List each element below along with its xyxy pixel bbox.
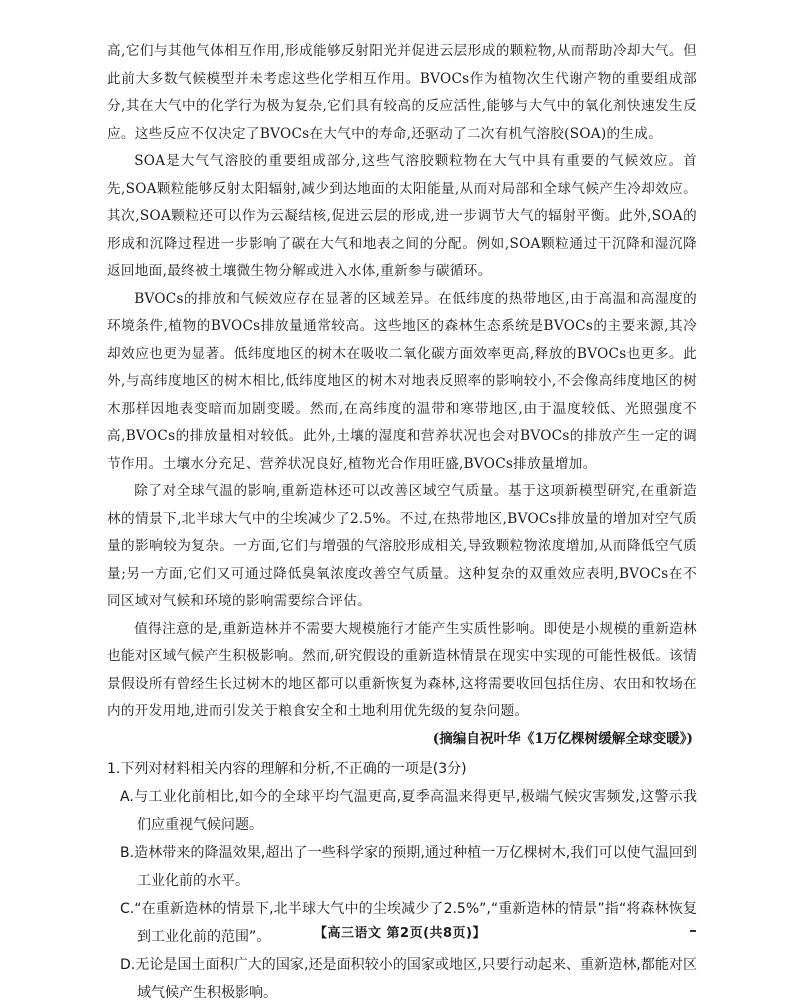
article-source: (摘编自祝叶华《1万亿棵树缓解全球变暖》): [432, 730, 693, 747]
question-1: [107, 755, 697, 1007]
paragraph-5: 值得注意的是,重新造林并不需要大规模施行才能产生实质性影响。即使是小规模的重新造林也能对区域气候产生积极影响。然而,研究假设的重新造林情景在现实中实现的可能性极低。该情景假设所有曾经生长过树木的地区都可以重新恢复为森林,这将需要收回包括住房、农田和牧场在内的开发用地,进而引发关于粮食安全和土地利用优先级的复杂问题。: [107, 620, 697, 719]
option-c: C.“在重新造林的情景下,北半球大气中的尘埃减少了2.5%”,“重新造林的情景”指“将森林恢复到工业化前的范围”。: [120, 901, 697, 945]
option-b: B.造林带来的降温效果,超出了一些科学家的预期,通过种植一万亿棵树木,我们可以使气温回到工业化前的水平。: [120, 845, 697, 889]
document-page: [107, 38, 697, 1007]
corner-mark: [690, 930, 696, 932]
paragraph-2: SOA是大气气溶胶的重要组成部分,这些气溶胶颗粒物在大气中具有重要的气候效应。首先,SOA颗粒能够反射太阳辐射,减少到达地面的太阳能量,从而对局部和全球气候产生冷却效应。其次,SOA颗粒还可以作为云凝结核,促进云层的形成,进一步调节大气的辐射平衡。此外,SOA的形成和沉降过程进一步影响了碳在大气和地表之间的分配。例如,SOA颗粒通过干沉降和湿沉降返回地面,最终被土壤微生物分解或进入水体,重新参与碳循环。: [107, 153, 697, 279]
question-stem: 1.下列对材料相关内容的理解和分析,不正确的一项是(3分): [107, 761, 467, 777]
paragraph-1: 高,它们与其他气体相互作用,形成能够反射阳光并促进云层形成的颗粒物,从而帮助冷却大气。但此前大多数气候模型并未考虑这些化学相互作用。BVOCs作为植物次生代谢产物的重要组成部分,其在大气中的化学行为极为复杂,它们具有较高的反应活性,能够与大气中的氧化剂快速发生反应。这些反应不仅决定了BVOCs在大气中的寿命,还驱动了二次有机气溶胶(SOA)的生成。: [107, 43, 697, 142]
page-footer: 【高三语文 第2页(共8页)】: [314, 926, 486, 941]
article-body: [107, 38, 697, 753]
paragraph-4: 除了对全球气温的影响,重新造林还可以改善区域空气质量。基于这项新模型研究,在重新造林的情景下,北半球大气中的尘埃减少了2.5%。不过,在热带地区,BVOCs排放量的增加对空气质量的影响较为复杂。一方面,它们与增强的气溶胶形成相关,导致颗粒物浓度增加,从而降低空气质量;另一方面,它们又可通过降低臭氧浓度改善空气质量。这种复杂的双重效应表明,BVOCs在不同区域对气候和环境的影响需要综合评估。: [107, 483, 697, 609]
option-a: A.与工业化前相比,如今的全球平均气温更高,夏季高温来得更早,极端气候灾害频发,这警示我们应重视气候问题。: [120, 789, 697, 833]
paragraph-3: BVOCs的排放和气候效应存在显著的区域差异。在低纬度的热带地区,由于高温和高湿度的环境条件,植物的BVOCs排放量通常较高。这些地区的森林生态系统是BVOCs的主要来源,其冷却效应也更为显著。低纬度地区的树木在吸收二氧化碳方面效率更高,释放的BVOCs也更多。此外,与高纬度地区的树木相比,低纬度地区的树木对地表反照率的影响较小,不会像高纬度地区的树木那样因地表变暗而加剧变暖。然而,在高纬度的温带和寒带地区,由于温度较低、光照强度不高,BVOCs的排放量相对较低。此外,土壤的湿度和营养状况也会对BVOCs的排放产生一定的调节作用。土壤水分充足、营养状况良好,植物光合作用旺盛,BVOCs排放量增加。: [107, 290, 697, 472]
option-d: D.无论是国土面积广大的国家,还是面积较小的国家或地区,只要行动起来、重新造林,都能对区域气候产生积极影响。: [120, 957, 697, 1001]
